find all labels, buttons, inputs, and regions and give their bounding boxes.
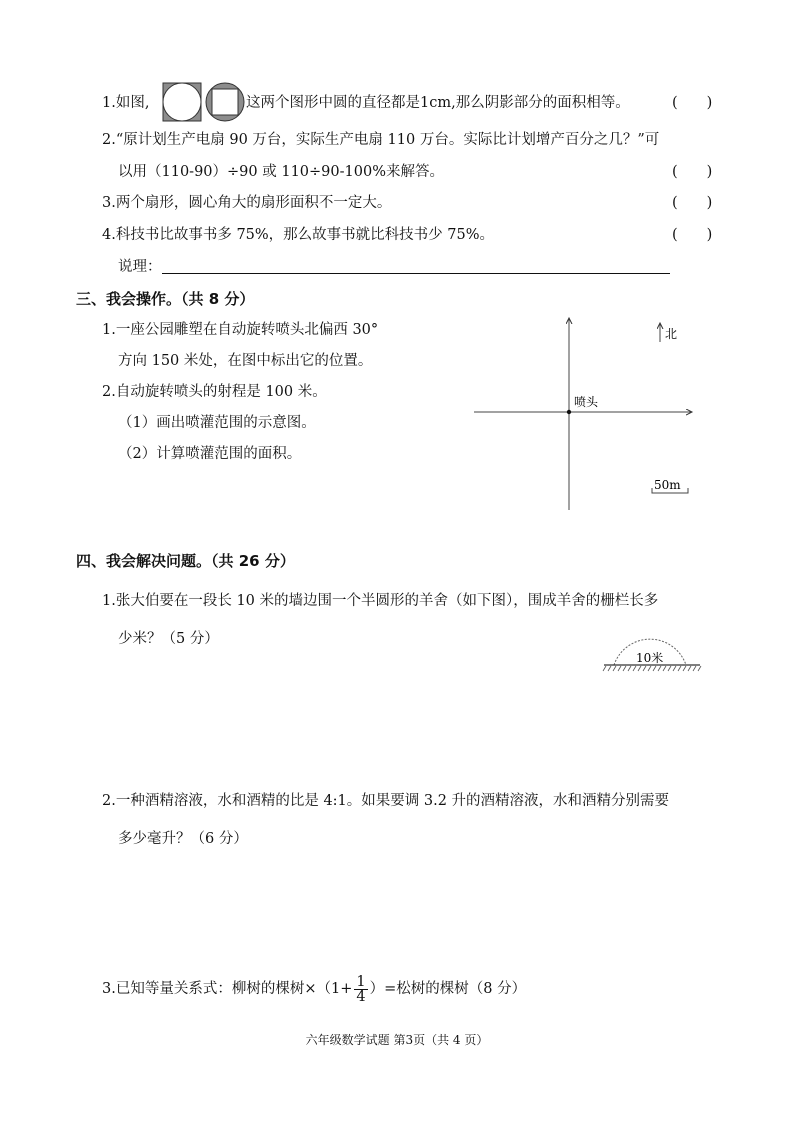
judge-item-2-text: “原计划生产电扇 90 万台，实际生产电扇 110 万台。实际比计划增产百分之几？”可 [115, 132, 660, 148]
fraction-denominator: 4 [356, 988, 366, 1005]
scale-label: 50m [654, 478, 681, 492]
section-4-title: 四、我会解决问题。（共 26 分） [76, 552, 295, 570]
sprinkler-point [567, 410, 571, 414]
judge-item-4-text: 科技书比故事书多 75%，那么故事书就比科技书少 75%。 [115, 227, 495, 243]
judge-item-1-answer[interactable]: ( ) [672, 95, 713, 111]
section-3-q2-sub2: （2）计算喷灌范围的面积。 [118, 446, 302, 462]
judge-item-3-answer[interactable]: ( ) [672, 195, 713, 211]
section-3-q2-sub1: （1）画出喷灌范围的示意图。 [118, 415, 316, 431]
page-footer: 六年级数学试题 第3页（共 4 页） [305, 1033, 489, 1047]
judge-item-2-line2: 以用（110-90）÷90 或 110÷90-100%来解答。 [118, 164, 444, 180]
section-3-q1-line1: 1.一座公园雕塑在自动旋转喷头北偏西 30° [102, 322, 379, 338]
fraction [354, 975, 367, 1004]
sprinkler-label: 喷头 [574, 395, 599, 409]
section-3-q2-line1: 2.自动旋转喷头的射程是 100 米。 [102, 384, 327, 400]
north-label: 北 [665, 327, 678, 341]
judge-item-3-text: 两个扇形，圆心角大的扇形面积不一定大。 [115, 195, 392, 211]
explain-answer-line[interactable] [162, 273, 670, 274]
section-3-title: 三、我会操作。（共 8 分） [76, 290, 255, 308]
fraction-numerator: 1 [356, 973, 366, 990]
section-4-q1-line1: 1.张大伯要在一段长 10 米的墙边围一个半圆形的羊舍（如下图），围成羊舍的栅栏长多 [102, 593, 659, 609]
section-4-q2-line1: 2.一种酒精溶液，水和酒精的比是 4:1。如果要调 3.2 升的酒精溶液，水和酒精分别需要 [102, 793, 670, 809]
section-4-q2-line2: 多少毫升？（6 分） [118, 831, 248, 847]
section-4-q3-pre: 3.已知等量关系式：柳树的棵树×（1+ [102, 981, 353, 997]
judge-item-1-text: 这两个图形中圆的直径都是1cm,那么阴影部分的面积相等。 [246, 95, 630, 111]
section-4-q1-line2: 少米？（5 分） [118, 631, 219, 647]
judge-item-2-line1 [102, 130, 659, 150]
judge-item-1 [102, 93, 149, 113]
section-3-q1-line2: 方向 150 米处，在图中标出它的位置。 [118, 353, 373, 369]
wall-length-label: 10米 [636, 651, 664, 665]
judge-item-4-answer[interactable]: ( ) [672, 227, 713, 243]
judge-item-2-number: 2. [102, 132, 116, 148]
judge-item-2-answer[interactable]: ( ) [672, 164, 713, 180]
sprinkler-diagram[interactable] [470, 312, 730, 512]
section-4-q3 [102, 972, 526, 1006]
judge-item-1-pre: 如图, [115, 95, 150, 111]
judge-item-4-number: 4. [102, 227, 116, 243]
judge-item-3 [102, 193, 391, 213]
judge-item-3-number: 3. [102, 195, 116, 211]
section-4-q3-post: ）=松树的棵树（8 分） [369, 981, 527, 997]
judge-item-4 [102, 225, 494, 245]
circle-in-square-figure [162, 82, 242, 124]
explain-label: 说理： [118, 259, 162, 275]
judge-item-1-number: 1. [102, 95, 116, 111]
semicircle-pen-figure [602, 625, 702, 675]
